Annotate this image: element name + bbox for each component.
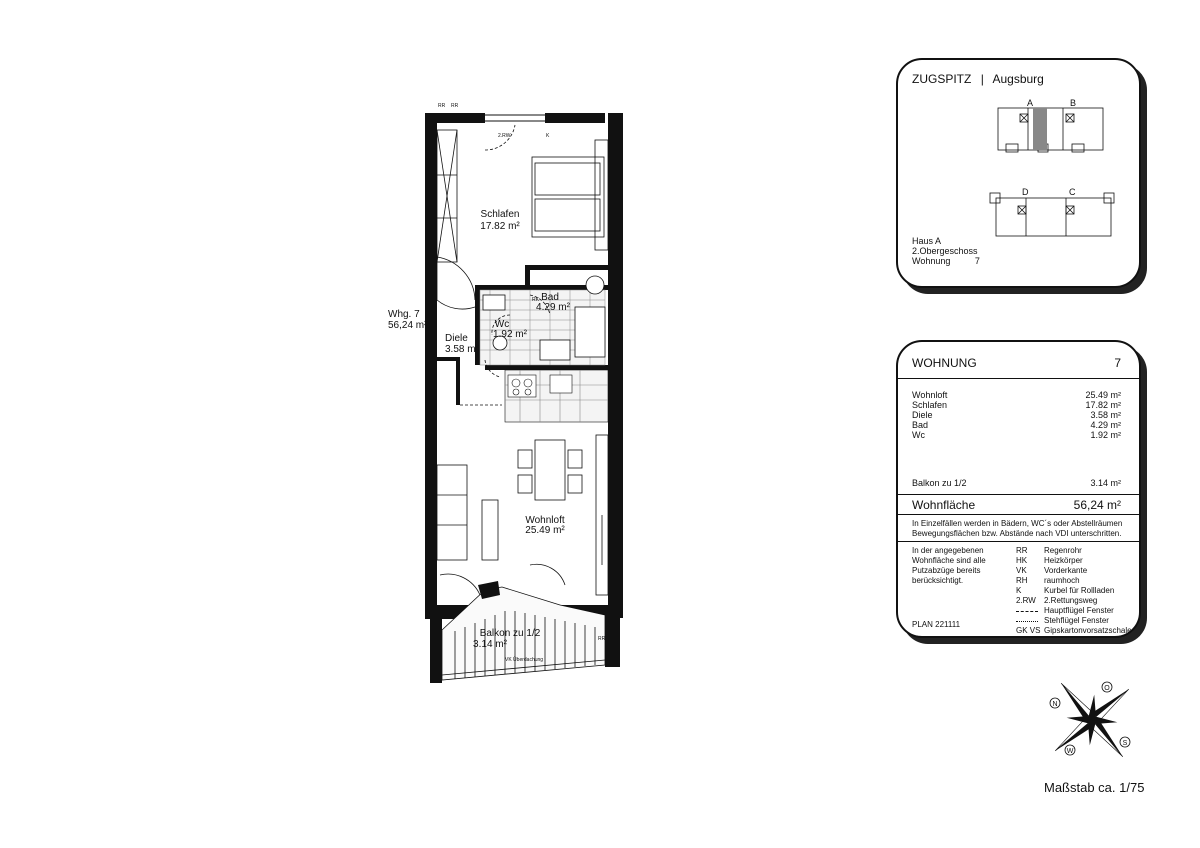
panel-title: WOHNUNG [912,356,977,370]
room-name: Balkon zu 1/2 [479,628,541,639]
legend-text: Gipskartonvorsatzschale [1044,626,1132,635]
area-row [912,400,1121,410]
putz-note: In der angegebenen Wohnfläche sind alle Putzabzüge bereits berücksichtigt. [912,546,986,585]
haus-label: Haus A [912,236,942,246]
legend-item [1016,586,1138,596]
legend-item [1016,556,1138,566]
area-value: 4.29 m² [1090,420,1121,430]
divider [898,494,1139,495]
legend-item [1016,626,1138,636]
area-row [912,420,1121,430]
rr-mark: RR [438,103,446,109]
dashed-line-symbol [1016,611,1038,612]
separator: | [980,72,984,86]
legend-item [1016,596,1138,606]
k-mark: K [546,133,550,139]
balkon-label: Balkon zu 1/2 [912,478,967,488]
compass-w: W [1066,748,1074,755]
legend-text: Stehflügel Fenster [1044,616,1109,625]
area-value: 17.82 m² [1085,400,1121,410]
legend-text: Regenrohr [1044,546,1082,555]
legend-code: RR [1016,546,1028,555]
plan-number: PLAN 221111 [912,620,961,629]
divider [898,541,1139,542]
unit-number: 7 [1114,356,1121,370]
project-name: ZUGSPITZ [912,72,972,86]
legend-item [1016,566,1138,576]
legend-item [1016,606,1138,616]
legend-item [1016,616,1138,626]
floor-label: 2.Obergeschoss [912,246,978,256]
unit-location [912,236,980,266]
wardrobe [437,130,457,262]
legend-code: VK [1016,566,1027,575]
beds [532,140,608,250]
area-label: Wohnloft [912,390,948,400]
legend-code: HK [1016,556,1028,565]
compass-s: S [1122,740,1128,747]
area-label: Bad [912,420,929,430]
area-row [912,430,1121,440]
room-name: Bad [541,292,559,303]
vk-mark: VK Überdachung [505,657,544,663]
compass-n: N [1052,701,1058,708]
area-value: 1.92 m² [1090,430,1121,440]
room-name: Wohnloft [525,515,565,526]
legend-text: raumhoch [1044,576,1080,585]
room-name: Schlafen [480,209,520,220]
area-panel [896,340,1141,638]
area-row [912,390,1121,400]
house-label: D [1022,187,1029,197]
area-value: 3.58 m² [1090,410,1121,420]
floor-plan [380,95,640,690]
room-area: 3.58 m² [445,344,479,355]
house-label: B [1070,98,1077,108]
window-top [485,115,545,121]
unit-label: Whg. 7 [388,309,420,320]
legend-text: Heizkörper [1044,556,1083,565]
highlighted-unit [1033,108,1047,150]
rr-mark: RR [451,103,459,109]
panel-header [912,356,1121,370]
room-area: 4.29 m² [536,302,570,313]
area-label: Wc [912,430,925,440]
room-name: Wc [494,319,510,330]
rk-mark: RK [532,297,539,303]
legend-text: Vorderkante [1044,566,1088,575]
legend-code: GK VS [1016,626,1041,635]
legend-text: 2.Rettungsweg [1044,596,1098,605]
compass-o: O [1104,685,1110,692]
vdi-note: In Einzelfällen werden in Bädern, WC´s oder Abstellräumen Bewegungsflächen bzw. Abstände nach VDI unterschritten. [912,519,1123,538]
balkon-value: 3.14 m² [1090,478,1121,488]
compass-icon [1030,668,1150,768]
legend-text: Kurbel für Rollladen [1044,586,1115,595]
legend-code: 2.RW [1016,596,1036,605]
legend [1016,546,1138,636]
room-area: 1.92 m² [493,329,527,340]
unit-row [912,256,980,266]
unit-number: 7 [974,256,980,266]
room-area-list [912,390,1121,440]
project-header [912,72,1044,86]
location-panel [896,58,1141,288]
room-name: Diele [445,333,468,344]
legend-item [1016,576,1138,586]
city-name: Augsburg [992,72,1044,86]
house-label: C [1069,187,1076,197]
divider [898,378,1139,379]
area-value: 25.49 m² [1085,390,1121,400]
house-label: A [1027,98,1034,108]
room-area: 25.49 m² [525,525,565,536]
balcony-wall [430,613,442,683]
site-plan [988,98,1118,248]
room-area: 3.14 m² [473,639,507,650]
kitchen [505,370,608,422]
area-label: Schlafen [912,400,948,410]
area-row [912,410,1121,420]
dotted-line-symbol [1016,621,1038,622]
scale-label: Maßstab ca. 1/75 [1044,780,1145,795]
legend-text: Hauptflügel Fenster [1044,606,1114,615]
area-label: Diele [912,410,933,420]
total-label: Wohnfläche [912,498,976,512]
total-row [912,498,1121,512]
divider [898,514,1139,515]
legend-code: RH [1016,576,1028,585]
legend-code: K [1016,586,1022,595]
room-area: 17.82 m² [480,221,520,232]
dining-table [518,440,582,500]
total-value: 56,24 m² [1073,498,1121,512]
unit-label: Wohnung [912,256,951,266]
balkon-row [912,478,1121,488]
rw-mark: 2.RW [498,133,511,139]
rr-mark: RR [598,636,606,642]
legend-item [1016,546,1138,556]
unit-area: 56,24 m² [388,320,428,331]
